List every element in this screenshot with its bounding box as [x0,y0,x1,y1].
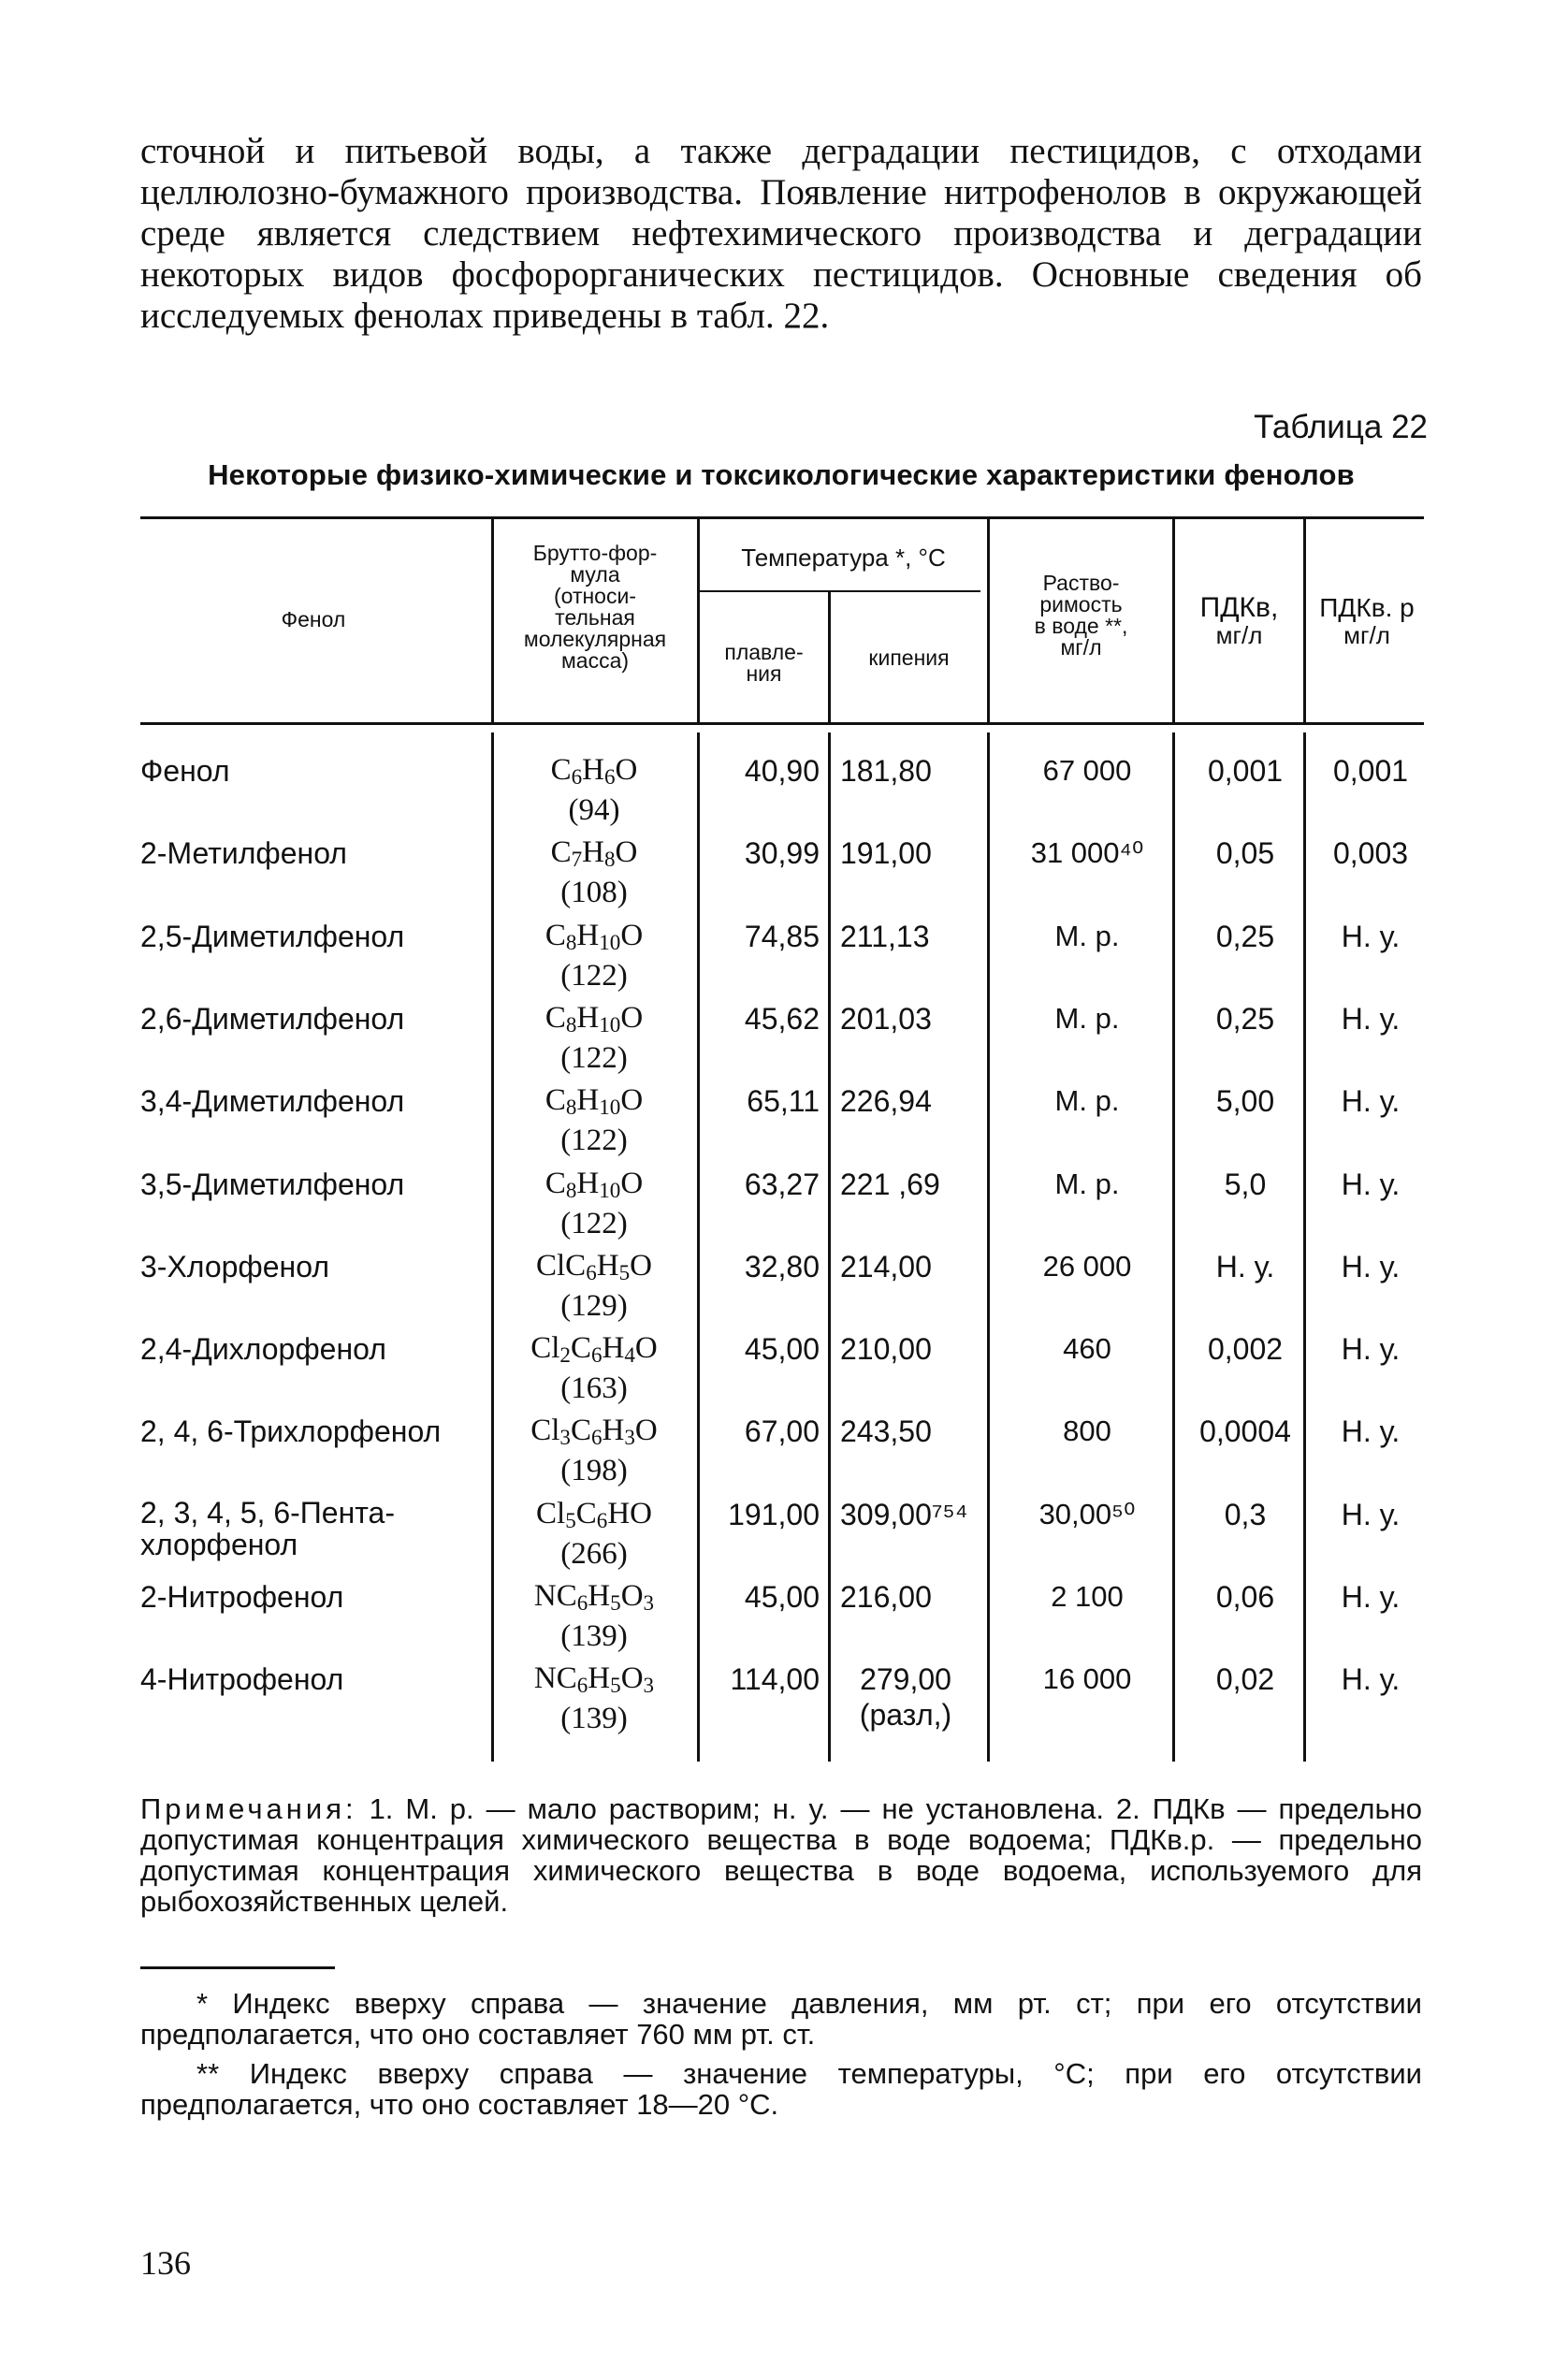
phenol-name-line: 2-Метилфенол [140,836,347,871]
phenol-name [140,835,347,871]
boiling-point [840,1579,962,1615]
formula: $Cl_5C_6HO$ [536,1496,652,1532]
formula-cell [496,835,692,909]
header-boiling-label: кипения [868,645,950,670]
pdk-vr-value: Н. у. [1341,1167,1401,1201]
temperature-subrule [700,590,980,592]
molecular-mass: (122) [560,1124,628,1158]
table-row [0,1083,1568,1166]
melting-point: 65,11 [747,1084,820,1119]
boiling-point [840,1497,968,1532]
boiling-point [840,1414,962,1449]
boiling-point [840,1167,962,1202]
header-formula-line: (относи- [554,584,636,608]
phenol-name [140,1331,386,1367]
header-formula-line: Брутто-фор- [532,541,658,565]
melting-point: 63,27 [744,1167,820,1201]
boiling-point-line: 211,13 [840,919,930,953]
boiling-point-line: 216,00 [840,1580,932,1614]
header-formula-line: мула [570,562,620,587]
formula-cell [496,1497,692,1571]
footnote-rule [140,1966,335,1969]
formula: $Cl_2C_6H_4O$ [530,1331,658,1368]
table-header-rule [140,722,1424,725]
solubility: М. р. [1054,919,1120,952]
phenol-name [140,753,230,789]
molecular-mass: (139) [560,1619,628,1653]
phenol-name [140,1497,395,1560]
formula-cell [496,1331,692,1405]
formula: $ClC_6H_5O$ [536,1248,652,1284]
pdk-v-value: 0,0004 [1199,1414,1291,1449]
table-row [0,1661,1568,1744]
formula: $C_8H_{10}O$ [544,1000,644,1037]
solubility: 26 000 [1042,1249,1132,1283]
formula: $Cl_3C_6H_3O$ [530,1414,658,1450]
boiling-point [840,1083,962,1119]
phenol-name [140,1414,441,1449]
table-row [0,835,1568,918]
phenol-name-line: Фенол [140,754,230,788]
formula-cell [496,1249,692,1323]
table-notes [140,1793,1422,1917]
formula-cell [496,1167,692,1240]
formula: $C_8H_{10}O$ [544,918,644,954]
pdk-vr-value: Н. у. [1341,1580,1401,1614]
solubility: М. р. [1054,1084,1120,1118]
formula-cell [496,1579,692,1653]
phenol-name-line: хлорфенол [140,1527,298,1561]
formula: $NC_6H_5O_3$ [533,1579,655,1615]
phenol-name [140,1249,329,1284]
header-formula-line: тельная [555,605,635,630]
boiling-point-line: 226,94 [840,1084,932,1119]
boiling-point-line: (разл,) [859,1698,952,1733]
table-number: Таблица 22 [1254,409,1428,445]
table-row [0,753,1568,835]
boiling-point [840,919,962,954]
phenol-name-line: 2,6-Диметилфенол [140,1001,405,1036]
formula: $C_8H_{10}O$ [544,1083,644,1120]
header-pdk-vr [1306,594,1428,648]
header-formula [493,543,697,672]
pdk-vr-value: 0,001 [1332,754,1409,788]
boiling-point [840,1661,962,1733]
phenol-name-line: 4-Нитрофенол [140,1662,344,1697]
boiling-point-line: 210,00 [840,1332,932,1367]
header-solubility-line: римость [1039,592,1123,616]
boiling-point-line: 191,00 [840,836,932,871]
pdk-v-value: 0,06 [1215,1580,1275,1614]
formula-cell [496,1661,692,1735]
pdk-v-value: 5,00 [1215,1084,1275,1119]
formula: $C_8H_{10}O$ [544,1166,644,1202]
table-row [0,1331,1568,1414]
melting-point: 45,00 [744,1332,820,1367]
header-melting-line: ния [746,661,782,686]
header-solubility-line: мг/л [1060,635,1102,660]
phenol-name-line: 2,5-Диметилфенол [140,919,405,953]
melting-point: 45,00 [744,1580,820,1614]
header-pdk-v-unit: мг/л [1215,621,1263,649]
molecular-mass: (122) [560,1206,628,1240]
phenol-name-line: 3-Хлорфенол [140,1249,329,1284]
formula-cell [496,753,692,827]
header-pdk-v-label: ПДКв, [1199,592,1279,623]
header-phenol-label: Фенол [281,607,346,631]
boiling-point-line: 201,03 [840,1001,932,1036]
intro-paragraph: сточной и питьевой воды, а также деградации пестицидов, с отходами целлюлозно-бумажного производства. Появление нитрофенолов в окружающей среде является следствием нефтехимического производства и деградации некоторых видов фосфорорганических пестицидов. Основные сведения об исследуемых фенолах приведены в табл. 22. [140,131,1422,336]
pdk-vr-value: Н. у. [1341,1414,1401,1449]
formula: $NC_6H_5O_3$ [533,1661,655,1698]
boiling-point-line: 221 ,69 [840,1167,940,1201]
solubility: 800 [1063,1414,1111,1448]
formula-cell [496,1001,692,1075]
table-row [0,1579,1568,1661]
phenol-name [140,919,404,954]
table-row [0,919,1568,1001]
pdk-v-value: 0,25 [1215,1001,1275,1036]
boiling-point [840,1249,962,1284]
pdk-vr-value: Н. у. [1341,1497,1401,1531]
header-pdk-vr-label: ПДКв. р [1319,593,1415,622]
pdk-vr-value: Н. у. [1341,1332,1401,1367]
header-formula-line: масса) [560,648,630,673]
molecular-mass: (108) [560,876,628,910]
solubility: 30,00⁵⁰ [1038,1497,1136,1530]
melting-point: 114,00 [730,1662,820,1697]
solubility: М. р. [1054,1167,1120,1200]
phenol-name [140,1001,404,1037]
header-temperature [700,545,987,570]
pdk-v-value: 0,3 [1224,1497,1267,1531]
boiling-point-line: 243,50 [840,1414,932,1449]
pdk-v-value: Н. у. [1215,1249,1275,1284]
solubility: 2 100 [1051,1580,1124,1613]
phenol-name-line: 3,5-Диметилфенол [140,1167,405,1201]
formula-cell [496,1083,692,1157]
footnote: ** Индекс вверху справа — значение температуры, °С; при его отсутствии предполагается, что оно составляет 18—20 °С. [140,2057,1422,2121]
phenol-name [140,1167,404,1202]
molecular-mass: (266) [560,1536,628,1571]
pdk-vr-value: 0,003 [1332,836,1409,871]
melting-point: 74,85 [744,919,820,953]
formula: $C_6H_6O$ [550,753,638,789]
phenol-name-line: 2, 3, 4, 5, 6-Пента- [140,1495,395,1530]
pdk-vr-value: Н. у. [1341,919,1401,953]
phenol-name [140,1083,404,1119]
molecular-mass: (198) [560,1454,628,1488]
header-solubility-line: в воде **, [1034,614,1128,638]
table-row [0,1249,1568,1331]
page-number: 136 [140,2244,191,2282]
table-top-rule [140,516,1424,519]
formula-cell [496,919,692,993]
header-formula-line: молекулярная [523,627,667,651]
solubility: 460 [1063,1332,1111,1366]
header-pdk-v [1175,594,1303,648]
phenol-name-line: 2,4-Дихлорфенол [140,1332,386,1367]
pdk-v-value: 0,02 [1215,1662,1275,1697]
melting-point: 40,90 [744,754,820,788]
boiling-point [840,1331,962,1367]
melting-point: 191,00 [728,1497,820,1531]
pdk-vr-value: Н. у. [1341,1662,1401,1697]
phenol-name-line: 2, 4, 6-Трихлорфенол [140,1414,442,1449]
phenol-name [140,1661,343,1697]
molecular-mass: (94) [568,793,620,827]
boiling-point-line: 181,80 [840,754,932,788]
pdk-vr-value: Н. у. [1341,1084,1401,1119]
boiling-point [840,753,962,789]
melting-point: 32,80 [744,1249,820,1284]
boiling-point [840,835,962,871]
pdk-v-value: 0,25 [1215,919,1275,953]
notes-text: 1. М. р. — мало растворим; н. у. — не установлена. 2. ПДКв — предельно допустимая концентрация химического вещества в воде водоема; ПДКв.р. — предельно допустимая концентрация химического вещества в воде водоема, используемого для рыбохозяйственных целей. [140,1792,1422,1918]
phenol-name [140,1579,343,1615]
solubility: 16 000 [1042,1662,1132,1696]
phenol-name-line: 3,4-Диметилфенол [140,1084,405,1119]
table-row [0,1167,1568,1249]
pdk-v-value: 0,05 [1215,836,1275,871]
table-row [0,1497,1568,1579]
melting-point: 67,00 [744,1414,820,1449]
melting-point: 45,62 [744,1001,820,1036]
header-melting-line: плавле- [724,640,804,664]
header-temperature-label: Температура *, °С [741,544,946,572]
header-phenol [140,609,486,631]
table-row [0,1414,1568,1496]
boiling-point-line: 214,00 [840,1249,932,1284]
pdk-v-value: 0,002 [1207,1332,1284,1367]
solubility: 67 000 [1042,754,1132,787]
molecular-mass: (163) [560,1371,628,1406]
boiling-point-line: 279,00 [860,1662,951,1697]
header-boiling [831,647,987,669]
formula-cell [496,1414,692,1487]
boiling-point-line: 309,00⁷⁵⁴ [840,1497,968,1531]
solubility: 31 000⁴⁰ [1030,836,1144,870]
pdk-v-value: 0,001 [1207,754,1284,788]
footnote: * Индекс вверху справа — значение давления, мм рт. ст; при его отсутствии предполагается, что оно составляет 760 мм рт. ст. [140,1987,1422,2051]
phenol-name-line: 2-Нитрофенол [140,1580,344,1614]
table-title: Некоторые физико-химические и токсикологические характеристики фенолов [208,458,1355,491]
boiling-point [840,1001,962,1037]
pdk-vr-value: Н. у. [1341,1249,1401,1284]
pdk-v-value: 5,0 [1224,1167,1267,1201]
melting-point: 30,99 [744,836,820,871]
molecular-mass: (122) [560,1040,628,1075]
header-solubility [990,573,1172,659]
pdk-vr-value: Н. у. [1341,1001,1401,1036]
header-melting [700,642,828,685]
solubility: М. р. [1054,1001,1120,1035]
header-solubility-line: Раство- [1042,571,1120,595]
formula: $C_7H_8O$ [550,835,638,872]
notes-label: Примечания: [140,1792,357,1825]
molecular-mass: (122) [560,958,628,993]
header-pdk-vr-unit: мг/л [1343,621,1390,649]
molecular-mass: (129) [560,1288,628,1323]
table-row [0,1001,1568,1083]
molecular-mass: (139) [560,1702,628,1736]
